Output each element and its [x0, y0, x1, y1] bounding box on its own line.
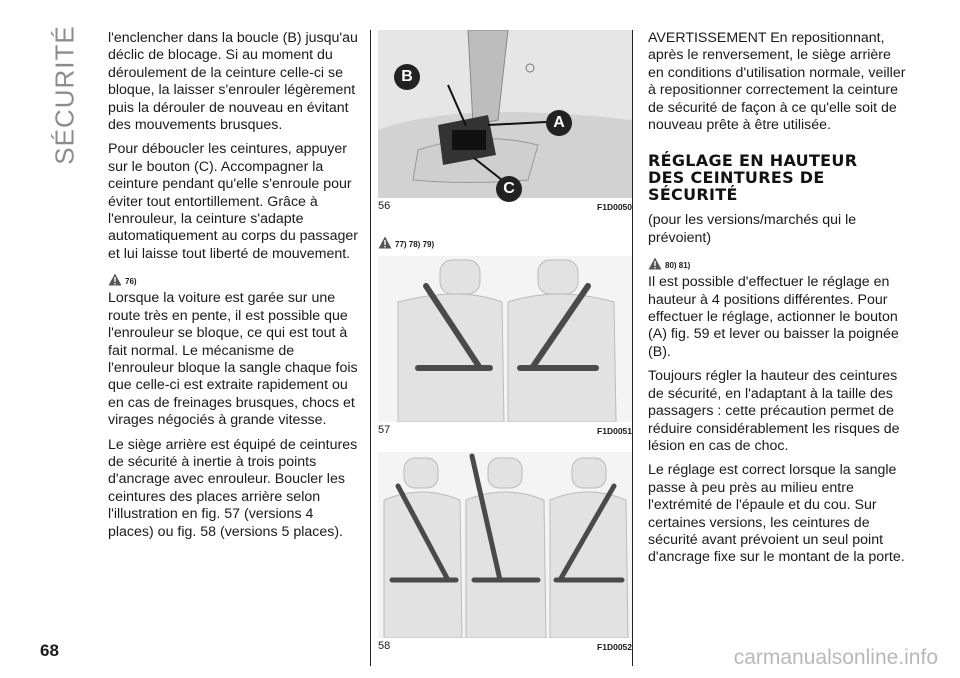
warning-icon	[648, 257, 662, 270]
figure-number: 56	[378, 200, 391, 212]
figure-caption	[378, 424, 632, 438]
figure-code: F1D0052	[597, 642, 632, 652]
buckle-illustration	[378, 30, 632, 198]
figure-56	[378, 30, 632, 214]
section-heading: RÉGLAGE EN HAUTEUR DES CEINTURES DE SÉCURITÉ	[648, 151, 858, 205]
section-title	[42, 20, 88, 170]
callout-a	[546, 110, 572, 136]
warning-reference	[108, 270, 360, 286]
paragraph: Toujours régler la hauteur des ceintures de sécurité, en l'adaptant à la taille des passagers : cette précaution permet de réduire considérablement les risques de lésion en cas de choc.	[648, 368, 900, 454]
figure-number: 58	[378, 640, 391, 652]
paragraph: Lorsque la voiture est garée sur une route très en pente, il est possible que l'enrouleur se bloque, ce qui est tout à fait normal. Le mécanisme de l'enrouleur bloque la sangle chaque fois que celle-ci est extraite rapidement ou en cas de freinages brusques, chocs et virages négociés à grande vitesse.	[108, 290, 358, 429]
paragraph: (pour les versions/marchés qui le prévoient)	[648, 212, 857, 246]
paragraph: Le réglage est correct lorsque la sangle passe à peu près au milieu entre l'extrémité de l'épaule et du cou. Sur certaines versions, les ceintures de sécurité avant prévoient un seul point d'ancrage fixe sur le montant de la porte.	[648, 462, 905, 566]
column-divider	[370, 30, 371, 666]
figure-57	[378, 256, 632, 438]
paragraph: Pour déboucler les ceintures, appuyer sur le bouton (C). Accompagner la ceinture pendant qu'elle s'enroule pour éviter tout entortillement. Grâce à l'enrouleur, la ceinture s'adapte automatiquement au corps du passager et lui laisse tout liberté de mouvement.	[108, 141, 359, 262]
warning-icon	[108, 273, 122, 286]
section-title-text: SÉCURITÉ	[49, 25, 80, 165]
callout-c-label: C	[503, 180, 515, 197]
warning-refs: 80) 81)	[665, 261, 691, 271]
paragraph: AVERTISSEMENT En repositionnant, après le renversement, le siège arrière en conditions d'utilisation normale, veiller à repositionner correctement la ceinture de sécurité de façon à ce qu'elle soit de nouveau prête à être utilisée.	[648, 30, 906, 134]
warning-refs: 76)	[125, 277, 137, 287]
figure-58	[378, 452, 632, 654]
paragraph: l'enclencher dans la boucle (B) jusqu'au déclic de blocage. Si au moment du déroulement de la ceinture celle-ci se bloque, la laisser s'enrouler légèrement puis la dérouler de nouveau en évitant des mouvements brusques.	[108, 30, 358, 134]
callout-a-label: A	[553, 114, 565, 131]
paragraph: Le siège arrière est équipé de ceintures de sécurité à inertie à trois points d'ancrage avec enrouleur. Boucler les ceintures des places arrière selon l'illustration en fig. 57 (versions 4 places) ou fig. 58 (versions 5 places).	[108, 436, 358, 540]
text-column-left	[108, 30, 360, 548]
figure-code: F1D0050	[597, 202, 632, 212]
watermark: carmanualsonline.info	[733, 646, 938, 669]
paragraph: Il est possible d'effectuer le réglage en hauteur à 4 positions différentes. Pour effectuer le réglage, actionner le bouton (A) fig. 59 et lever ou baisser la poignée (B).	[648, 274, 899, 360]
warning-reference	[648, 254, 910, 270]
callout-b-label: B	[401, 68, 413, 85]
warning-icon	[378, 236, 392, 249]
warning-reference	[378, 236, 434, 249]
column-divider	[632, 30, 633, 666]
figure-caption	[378, 640, 632, 654]
figure-caption	[378, 200, 632, 214]
rear-seats-5-illustration	[378, 452, 632, 638]
rear-seats-4-illustration	[378, 256, 632, 422]
page-number: 68	[40, 641, 59, 660]
callout-c	[496, 176, 522, 202]
figure-code: F1D0051	[597, 426, 632, 436]
callout-b	[394, 64, 420, 90]
warning-refs: 77) 78) 79)	[395, 240, 435, 249]
figure-number: 57	[378, 424, 391, 436]
text-column-right	[648, 30, 910, 574]
